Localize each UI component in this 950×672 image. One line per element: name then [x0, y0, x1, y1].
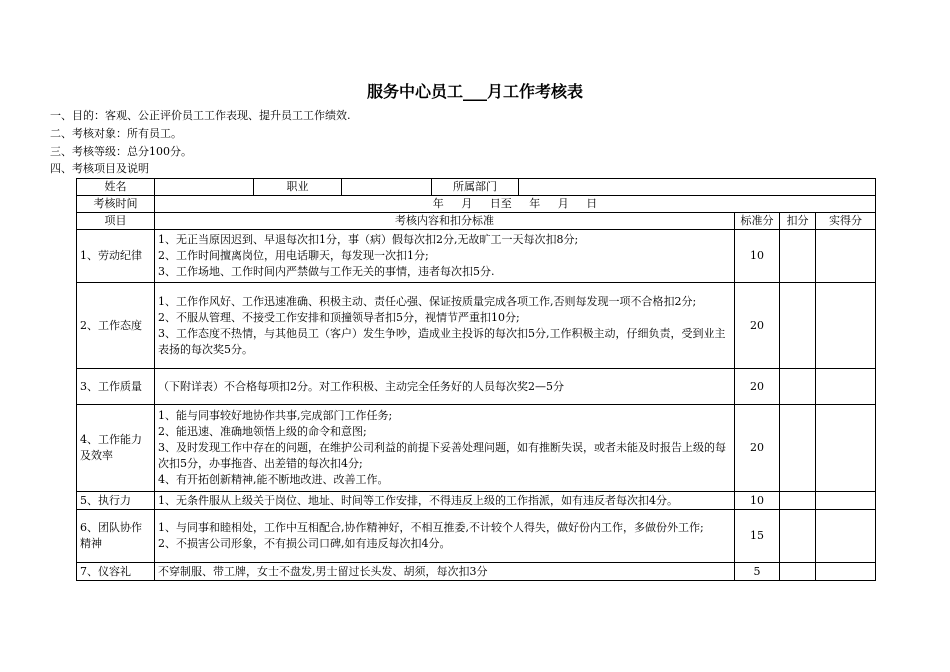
deduct-field[interactable]	[780, 230, 816, 283]
deduct-field[interactable]	[780, 405, 816, 492]
header-deduct: 扣分	[780, 213, 816, 230]
table-row	[77, 230, 876, 283]
info-row-name	[77, 179, 876, 196]
dept-label: 所属部门	[432, 179, 519, 196]
actual-field[interactable]	[816, 230, 876, 283]
intro-grade: 三、考核等级：总分100分。	[50, 145, 192, 158]
name-field[interactable]	[155, 179, 254, 196]
intro-target: 二、考核对象：所有员工。	[50, 127, 182, 140]
criteria-line: 2、不损害公司形象，不有损公司口碑,如有违反每次扣4分。	[158, 537, 451, 550]
actual-field[interactable]	[816, 492, 876, 510]
header-standard: 标准分	[735, 213, 780, 230]
form-title: 服务中心员工___月工作考核表	[366, 82, 583, 101]
criteria-line: 2、工作时间擅离岗位，用电话聊天，每发现一次扣1分;	[158, 249, 429, 262]
actual-field[interactable]	[816, 510, 876, 563]
criteria-line: 2、不服从管理、不接受工作安排和顶撞领导者扣5分，视情节严重扣10分;	[158, 310, 520, 324]
actual-field[interactable]	[816, 563, 876, 581]
deduct-field[interactable]	[780, 369, 816, 405]
assessment-table	[76, 178, 876, 581]
actual-field[interactable]	[816, 369, 876, 405]
criteria-cell	[155, 283, 735, 369]
criteria-line: （下附详表）不合格每项扣2分。对工作积极、主动完全任务好的人员每次奖2—5分	[158, 379, 564, 393]
standard-score: 20	[735, 283, 780, 369]
criteria-cell	[155, 405, 735, 492]
table-row	[77, 563, 876, 581]
criteria-cell	[155, 510, 735, 563]
deduct-field[interactable]	[780, 510, 816, 563]
deduct-field[interactable]	[780, 283, 816, 369]
item-name: 1、劳动纪律	[77, 230, 155, 283]
item-name: 3、工作质量	[77, 369, 155, 405]
criteria-line: 1、能与同事较好地协作共事,完成部门工作任务;	[158, 409, 393, 422]
table-row	[77, 369, 876, 405]
standard-score: 20	[735, 369, 780, 405]
actual-field[interactable]	[816, 283, 876, 369]
actual-field[interactable]	[816, 405, 876, 492]
standard-score: 10	[735, 492, 780, 510]
criteria-line: 3、工作场地、工作时间内严禁做与工作无关的事情，违者每次扣5分.	[158, 265, 495, 278]
intro-items: 四、考核项目及说明	[50, 162, 149, 175]
criteria-line: 4、有开拓创新精神,能不断地改进、改善工作。	[158, 473, 389, 486]
criteria-cell	[155, 230, 735, 283]
criteria-cell	[155, 369, 735, 405]
item-name: 6、团队协作精神	[77, 510, 155, 563]
info-row-time	[77, 196, 876, 213]
criteria-cell	[155, 492, 735, 510]
header-actual: 实得分	[816, 213, 876, 230]
criteria-line: 3、工作态度不热情，与其他员工（客户）发生争吵，造成业主投诉的每次扣5分,工作积极主动，仔细负责，受到业主表扬的每次奖5分。	[158, 326, 726, 356]
table-row	[77, 405, 876, 492]
position-field[interactable]	[342, 179, 432, 196]
time-field[interactable]: 年 月 日至 年 月 日	[155, 196, 876, 213]
time-label: 考核时间	[77, 196, 155, 213]
standard-score: 10	[735, 230, 780, 283]
table-row	[77, 492, 876, 510]
name-label: 姓名	[77, 179, 155, 196]
standard-score: 5	[735, 563, 780, 581]
standard-score: 15	[735, 510, 780, 563]
table-row	[77, 510, 876, 563]
deduct-field[interactable]	[780, 492, 816, 510]
item-name: 5、执行力	[77, 492, 155, 510]
criteria-line: 3、及时发现工作中存在的问题，在维护公司利益的前提下妥善处理问题，如有推断失误，或者未能及时报告上级的每次扣5分，办事拖沓、出差错的每次扣4分;	[158, 441, 726, 470]
header-row	[77, 213, 876, 230]
criteria-line: 1、工作作风好、工作迅速准确、积极主动、责任心强、保证按质量完成各项工作,否则每发现一项不合格扣2分;	[158, 294, 697, 308]
criteria-line: 不穿制服、带工牌，女士不盘发,男士留过长头发、胡须，每次扣3分	[158, 564, 488, 578]
item-name: 2、工作态度	[77, 283, 155, 369]
table-row	[77, 283, 876, 369]
standard-score: 20	[735, 405, 780, 492]
criteria-line: 2、能迅速、准确地领悟上级的命令和意图;	[158, 425, 367, 438]
criteria-line: 1、无条件服从上级关于岗位、地址、时间等工作安排，不得违反上级的工作指派，如有违反者每次扣4分。	[158, 493, 678, 507]
criteria-line: 1、与同事和睦相处，工作中互相配合,协作精神好，不相互推委,不计较个人得失，做好份内工作，多做份外工作;	[158, 521, 704, 534]
item-name: 7、仪容礼	[77, 563, 155, 581]
header-content: 考核内容和扣分标准	[155, 213, 735, 230]
intro-purpose: 一、目的：客观、公正评价员工工作表现、提升员工工作绩效.	[50, 109, 351, 122]
deduct-field[interactable]	[780, 563, 816, 581]
header-item: 项目	[77, 213, 155, 230]
item-name: 4、工作能力及效率	[77, 405, 155, 492]
position-label: 职业	[254, 179, 342, 196]
criteria-cell	[155, 563, 735, 581]
dept-field[interactable]	[519, 179, 876, 196]
criteria-line: 1、无正当原因迟到、早退每次扣1分，事（病）假每次扣2分,无故旷工一天每次扣8分;	[158, 233, 579, 246]
